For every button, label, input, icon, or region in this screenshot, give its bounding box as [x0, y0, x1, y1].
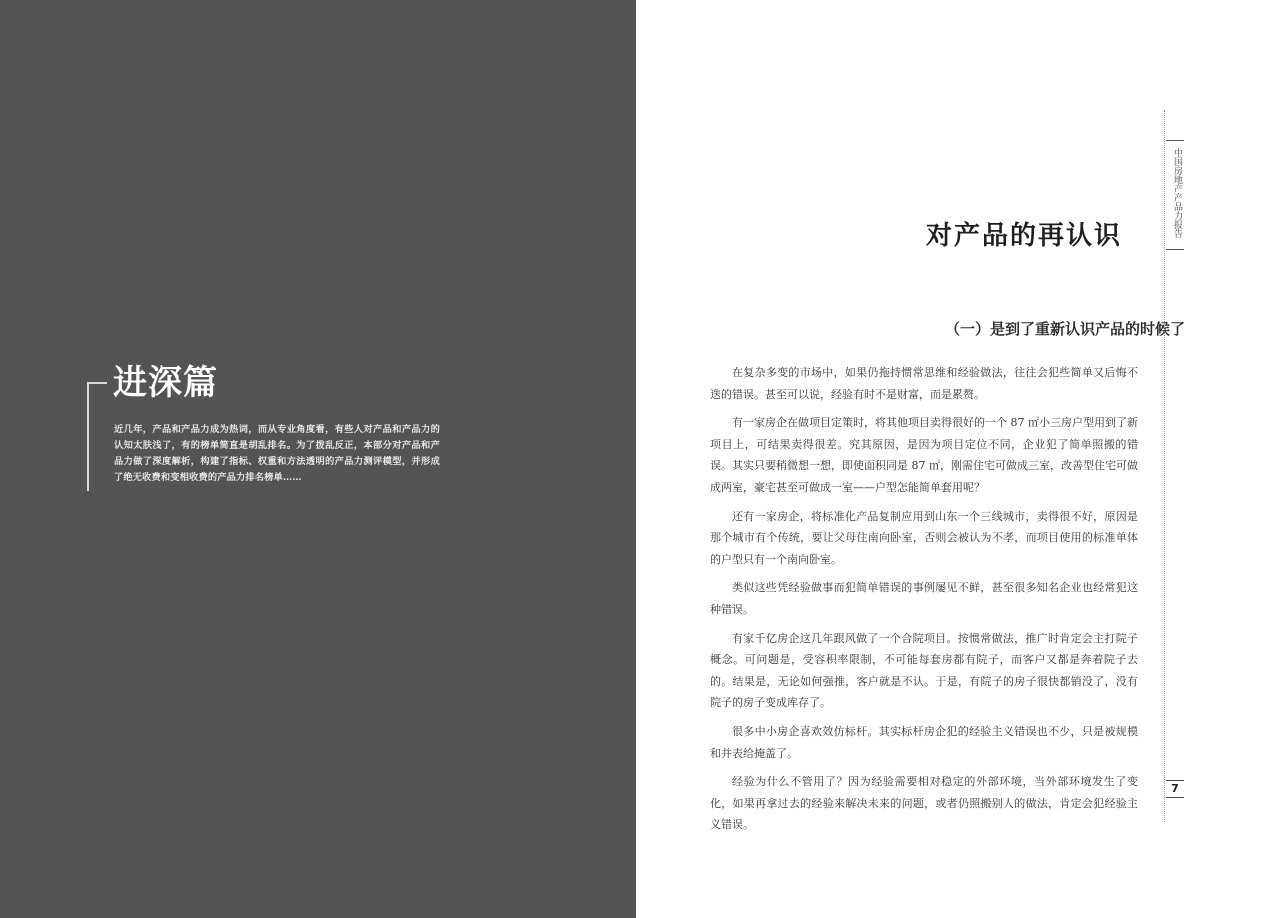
paragraph: 类似这些凭经验做事而犯简单错误的事例屡见不鲜，甚至很多知名企业也经常犯这种错误。: [710, 581, 1138, 616]
running-head-rule-bottom: [1166, 249, 1184, 250]
body-text: [710, 362, 1138, 843]
paragraph: 很多中小房企喜欢效仿标杆。其实标杆房企犯的经验主义错误也不少，只是被规模和并表给掩盖了。: [710, 724, 1138, 760]
chapter-title: 对产品的再认识: [925, 221, 1122, 251]
page-number-rule-top: [1166, 780, 1184, 781]
paragraph: 有一家房企在做项目定策时，将其他项目卖得很好的一个 87 ㎡小三房户型用到了新项目上，可结果卖得很差。究其原因，是因为项目定位不同，企业犯了简单照搬的错误。其实只要稍微想一想，即使面积同是 87 ㎡，刚需住宅可做成三室，改善型住宅可做成两室，豪宅甚至可做成一室——户型怎能简单套用呢？: [710, 416, 1138, 494]
paragraph: 还有一家房企，将标准化产品复制应用到山东一个三线城市，卖得很不好，原因是那个城市有个传统，要让父母住南向卧室，否则会被认为不孝，而项目使用的标准单体的户型只有一个南向卧室。: [710, 509, 1138, 566]
running-head: 中国房地产产品力报告: [1172, 148, 1182, 238]
bracket-decoration-horizontal: [87, 382, 107, 384]
page-number-rule-bottom: [1166, 797, 1184, 798]
section-intro: 近几年，产品和产品力成为热词，而从专业角度看，有些人对产品和产品力的认知太肤浅了，有的榜单简直是胡乱排名。为了拨乱反正，本部分对产品和产品力做了深度解析，构建了指标、权重和方法透明的产品力测评模型，并形成了绝无收费和变相收费的产品力排名榜单……: [114, 424, 440, 483]
paragraph: 在复杂多变的市场中，如果仍拖持惯常思维和经验做法，往往会犯些简单又后悔不迭的错误。甚至可以说，经验有时不是财富，而是累赘。: [710, 366, 1138, 401]
subsection-title: （一）是到了重新认识产品的时候了: [944, 320, 1185, 338]
bracket-decoration-vertical: [87, 382, 89, 491]
page-number: 7: [1171, 782, 1179, 795]
paragraph: 有家千亿房企这几年跟风做了一个合院项目。按惯常做法，推广时肯定会主打院子概念。可问题是，受容积率限制，不可能每套房都有院子，而客户又都是奔着院子去的。结果是，无论如何强推，客户就是不认。于是，有院子的房子很快都销没了，没有院子的房子变成库存了。: [710, 631, 1138, 710]
paragraph: 经验为什么不管用了？因为经验需要相对稳定的外部环境，当外部环境发生了变化，如果再拿过去的经验来解决未来的问题，或者仍照搬别人的做法，肯定会犯经验主义错误。: [710, 775, 1138, 832]
running-head-rule-top: [1166, 140, 1184, 141]
section-title: 进深篇: [113, 363, 218, 403]
right-page: [636, 0, 1270, 918]
margin-dotted-rule: [1164, 110, 1165, 822]
